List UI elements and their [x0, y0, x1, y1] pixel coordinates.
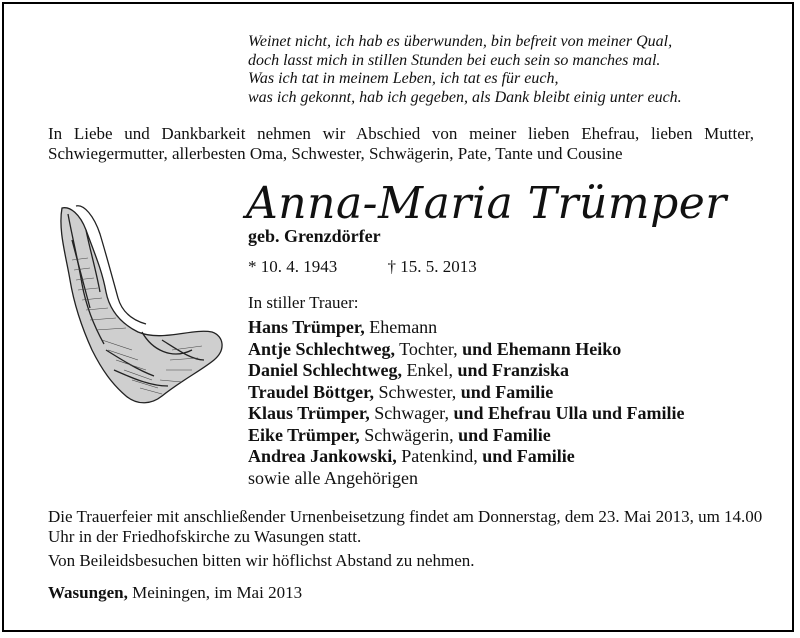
- maiden-name: geb. Grenzdörfer: [248, 226, 381, 246]
- condolence-note: Von Beileidsbesuchen bitten wir höflichst Abstand zu nehmen.: [48, 551, 475, 570]
- mourner-line: [248, 382, 685, 404]
- place-date-line: [48, 583, 302, 603]
- poem-line: was ich gekonnt, hab ich gegeben, als Dank bleibt einig unter euch.: [248, 88, 682, 106]
- mourner-name: Andrea Jankowski,: [248, 446, 397, 466]
- poem: [248, 33, 682, 107]
- mourner-relation: Ehemann: [364, 317, 438, 337]
- mourner-extra: und Familie: [460, 381, 554, 402]
- intro-text: In Liebe und Dankbarkeit nehmen wir Abschied von meiner lieben Ehefrau, lieben Mutter, Schwiegermutter, allerbesten Oma, Schwester, Schwägerin, Pate, Tante und Cousine: [48, 124, 754, 163]
- mourner-relation: Schwägerin,: [359, 424, 459, 445]
- life-dates: [248, 257, 477, 277]
- birth-date: * 10. 4. 1943: [248, 257, 338, 276]
- mourner-extra: und Familie: [458, 424, 551, 445]
- mourner-relation: Enkel,: [401, 360, 458, 380]
- place-rest: Meiningen, im Mai 2013: [127, 583, 303, 602]
- place-town: Wasungen,: [48, 583, 128, 602]
- praying-hands-icon: [42, 200, 232, 410]
- poem-line: Was ich tat in meinem Leben, ich tat es für euch,: [248, 70, 559, 87]
- service-info: Die Trauerfeier mit anschließender Urnenbeisetzung findet am Donnerstag, dem 23. Mai 2013, um 14.00 Uhr in der Friedhofskirche zu Wasungen statt.: [48, 507, 763, 546]
- death-date: † 15. 5. 2013: [387, 257, 477, 276]
- mourner-name: Hans Trümper,: [248, 317, 365, 337]
- mourner-extra: und Familie: [482, 446, 575, 466]
- relatives-line: sowie alle Angehörigen: [248, 467, 418, 488]
- mourner-name: Antje Schlechtweg,: [248, 338, 395, 359]
- mourning-label: In stiller Trauer:: [248, 293, 359, 312]
- mourner-name: Traudel Böttger,: [248, 381, 374, 402]
- mourner-line: [248, 403, 685, 425]
- mourner-name: Klaus Trümper,: [248, 403, 370, 423]
- mourner-relation: Patenkind,: [396, 446, 483, 466]
- mourner-relation: Schwester,: [374, 381, 461, 402]
- deceased-name: Anna-Maria Trümper: [246, 178, 727, 229]
- mourner-name: Eike Trümper,: [248, 424, 360, 445]
- mourner-line: [248, 446, 685, 468]
- mourner-relation: Schwager,: [369, 403, 454, 423]
- mourner-line: [248, 425, 685, 447]
- mourner-line: [248, 360, 685, 382]
- mourner-line: [248, 339, 685, 361]
- mourner-extra: und Franziska: [457, 360, 570, 380]
- mourner-relation: Tochter,: [394, 338, 463, 359]
- mourner-name: Daniel Schlechtweg,: [248, 360, 402, 380]
- poem-line: Weinet nicht, ich hab es überwunden, bin befreit von meiner Qual,: [248, 33, 673, 50]
- poem-line: doch lasst mich in stillen Stunden bei euch sein so manches mal.: [248, 51, 661, 69]
- mourner-extra: und Ehemann Heiko: [462, 338, 622, 359]
- mourner-line: [248, 317, 685, 339]
- mourners-list: [248, 317, 685, 489]
- mourner-extra: und Ehefrau Ulla und Familie: [453, 403, 685, 423]
